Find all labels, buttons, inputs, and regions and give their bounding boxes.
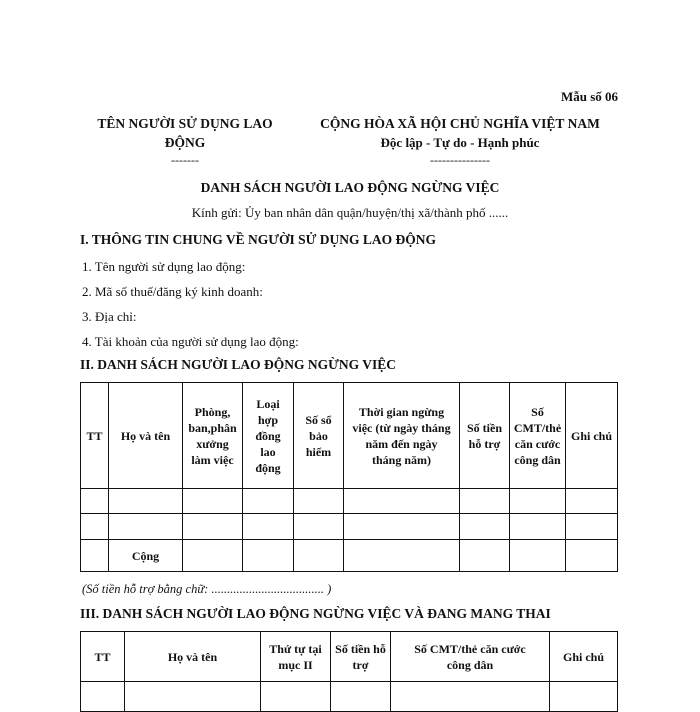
table-cell <box>109 489 183 514</box>
table-cell <box>81 489 109 514</box>
table-cell <box>109 514 183 540</box>
column-header-line: Ghi chú <box>562 649 604 664</box>
table-cell <box>344 489 460 514</box>
table-cell <box>81 540 109 572</box>
column-header-line: tháng năm) <box>371 452 431 467</box>
employer-name-field: 1. Tên người sử dụng lao động: <box>82 259 246 274</box>
table-cell <box>81 514 109 540</box>
table-cell <box>344 514 460 540</box>
column-header-line: Ghi chú <box>570 428 612 443</box>
s3-col-header <box>81 632 125 682</box>
country-name: CỘNG HÒA XÃ HỘI CHỦ NGHĨA VIỆT NAM <box>320 116 600 131</box>
s2-col-header <box>109 383 183 489</box>
column-header-line: ban,phân <box>188 420 237 435</box>
column-header-line: Loại <box>256 396 280 411</box>
table-cell <box>261 682 331 712</box>
table-cell <box>566 514 618 540</box>
s3-col-header <box>331 632 391 682</box>
column-header-line: Số tiền hỗ <box>335 641 386 656</box>
employer-name-line2: ĐỘNG <box>164 135 206 150</box>
column-header-line: công dân <box>446 657 494 672</box>
document-title: DANH SÁCH NGƯỜI LAO ĐỘNG NGỪNG VIỆC <box>200 180 500 195</box>
table-cell <box>344 540 460 572</box>
s2-col-header <box>183 383 243 489</box>
table-cell <box>183 514 243 540</box>
section2-table <box>80 382 618 572</box>
table-cell <box>294 540 344 572</box>
column-header-line: làm việc <box>191 452 234 467</box>
table-cell <box>460 489 510 514</box>
table-cell <box>550 682 618 712</box>
table-cell <box>391 682 550 712</box>
column-header-line: Họ và tên <box>167 649 218 664</box>
table-cell <box>183 540 243 572</box>
s2-col-header <box>566 383 618 489</box>
s2-col-header <box>344 383 460 489</box>
s2-col-header <box>81 383 109 489</box>
section2-heading: II. DANH SÁCH NGƯỜI LAO ĐỘNG NGỪNG VIỆC <box>80 357 397 372</box>
total-label: Cộng <box>109 540 183 572</box>
table-cell <box>125 682 261 712</box>
column-header-line: hỗ trợ <box>468 436 501 451</box>
section2-header-row <box>81 383 618 489</box>
table-cell <box>243 489 294 514</box>
s3-col-header <box>550 632 618 682</box>
amount-in-words-note: (Số tiền hỗ trợ bằng chữ: .................................... ) <box>82 582 332 596</box>
table-cell <box>510 540 566 572</box>
column-header-line: xưởng <box>196 436 229 451</box>
s2-col-header <box>510 383 566 489</box>
s2-col-header <box>460 383 510 489</box>
column-header-line: Phòng, <box>194 404 231 419</box>
column-header-line: lao <box>260 444 276 459</box>
s3-col-header <box>391 632 550 682</box>
bank-account-field: 4. Tài khoản của người sử dụng lao động: <box>82 334 299 349</box>
motto-dash: --------------- <box>430 153 490 167</box>
column-header-line: năm đến ngày <box>365 436 438 451</box>
column-header-line: mục II <box>278 657 313 672</box>
s2-col-header <box>243 383 294 489</box>
column-header-line: hiểm <box>305 444 332 459</box>
table-row <box>81 514 618 540</box>
table-cell <box>183 489 243 514</box>
column-header-line: CMT/thẻ <box>513 420 562 435</box>
table-cell <box>331 682 391 712</box>
column-header-line: Số <box>531 404 544 419</box>
column-header-line: Thời gian ngừng <box>358 404 445 419</box>
column-header-line: hợp <box>258 412 278 427</box>
table-row <box>81 489 618 514</box>
form-number: Mẫu số 06 <box>560 89 618 104</box>
recipient-line: Kính gửi: Ủy ban nhân dân quận/huyện/thị xã/thành phố ...... <box>191 205 509 220</box>
column-header-line: Số tiền <box>466 420 502 435</box>
employer-block <box>80 114 290 168</box>
table-cell <box>81 682 125 712</box>
column-header-line: công dân <box>514 452 561 467</box>
column-header-line: Số CMT/thẻ căn cước <box>414 641 526 656</box>
table-cell <box>510 489 566 514</box>
column-header-line: việc (từ ngày tháng <box>352 420 451 435</box>
country-block <box>295 114 625 168</box>
s3-col-header <box>125 632 261 682</box>
table-cell <box>566 540 618 572</box>
section3-heading: III. DANH SÁCH NGƯỜI LAO ĐỘNG NGỪNG VIỆC VÀ ĐANG MANG THAI <box>80 606 551 621</box>
column-header-line: TT <box>94 649 111 664</box>
table-cell <box>294 489 344 514</box>
table-cell <box>510 514 566 540</box>
column-header-line: trợ <box>352 657 369 672</box>
table-cell <box>243 540 294 572</box>
table-cell <box>294 514 344 540</box>
national-motto: Độc lập - Tự do - Hạnh phúc <box>380 135 540 150</box>
section3-header-row <box>81 632 618 682</box>
table-row <box>81 682 618 712</box>
column-header-line: Thứ tự tại <box>269 641 322 656</box>
total-row <box>81 540 618 572</box>
table-cell <box>243 514 294 540</box>
section1-heading: I. THÔNG TIN CHUNG VỀ NGƯỜI SỬ DỤNG LAO ĐỘNG <box>80 232 437 247</box>
column-header-line: căn cước <box>514 436 561 451</box>
s3-col-header <box>261 632 331 682</box>
column-header-line: đồng <box>255 428 281 443</box>
column-header-line: động <box>255 460 281 475</box>
column-header-line: bảo <box>309 428 328 443</box>
table-cell <box>460 514 510 540</box>
address-field: 3. Địa chỉ: <box>82 309 137 324</box>
table-cell <box>460 540 510 572</box>
column-header-line: Họ và tên <box>120 428 171 443</box>
column-header-line: TT <box>86 428 103 443</box>
table-cell <box>566 489 618 514</box>
employer-dash: ------- <box>171 153 199 167</box>
s2-col-header <box>294 383 344 489</box>
column-header-line: Số sổ <box>305 412 332 427</box>
tax-code-field: 2. Mã số thuế/đăng ký kinh doanh: <box>82 284 263 299</box>
employer-name-line1: TÊN NGƯỜI SỬ DỤNG LAO <box>97 116 273 131</box>
